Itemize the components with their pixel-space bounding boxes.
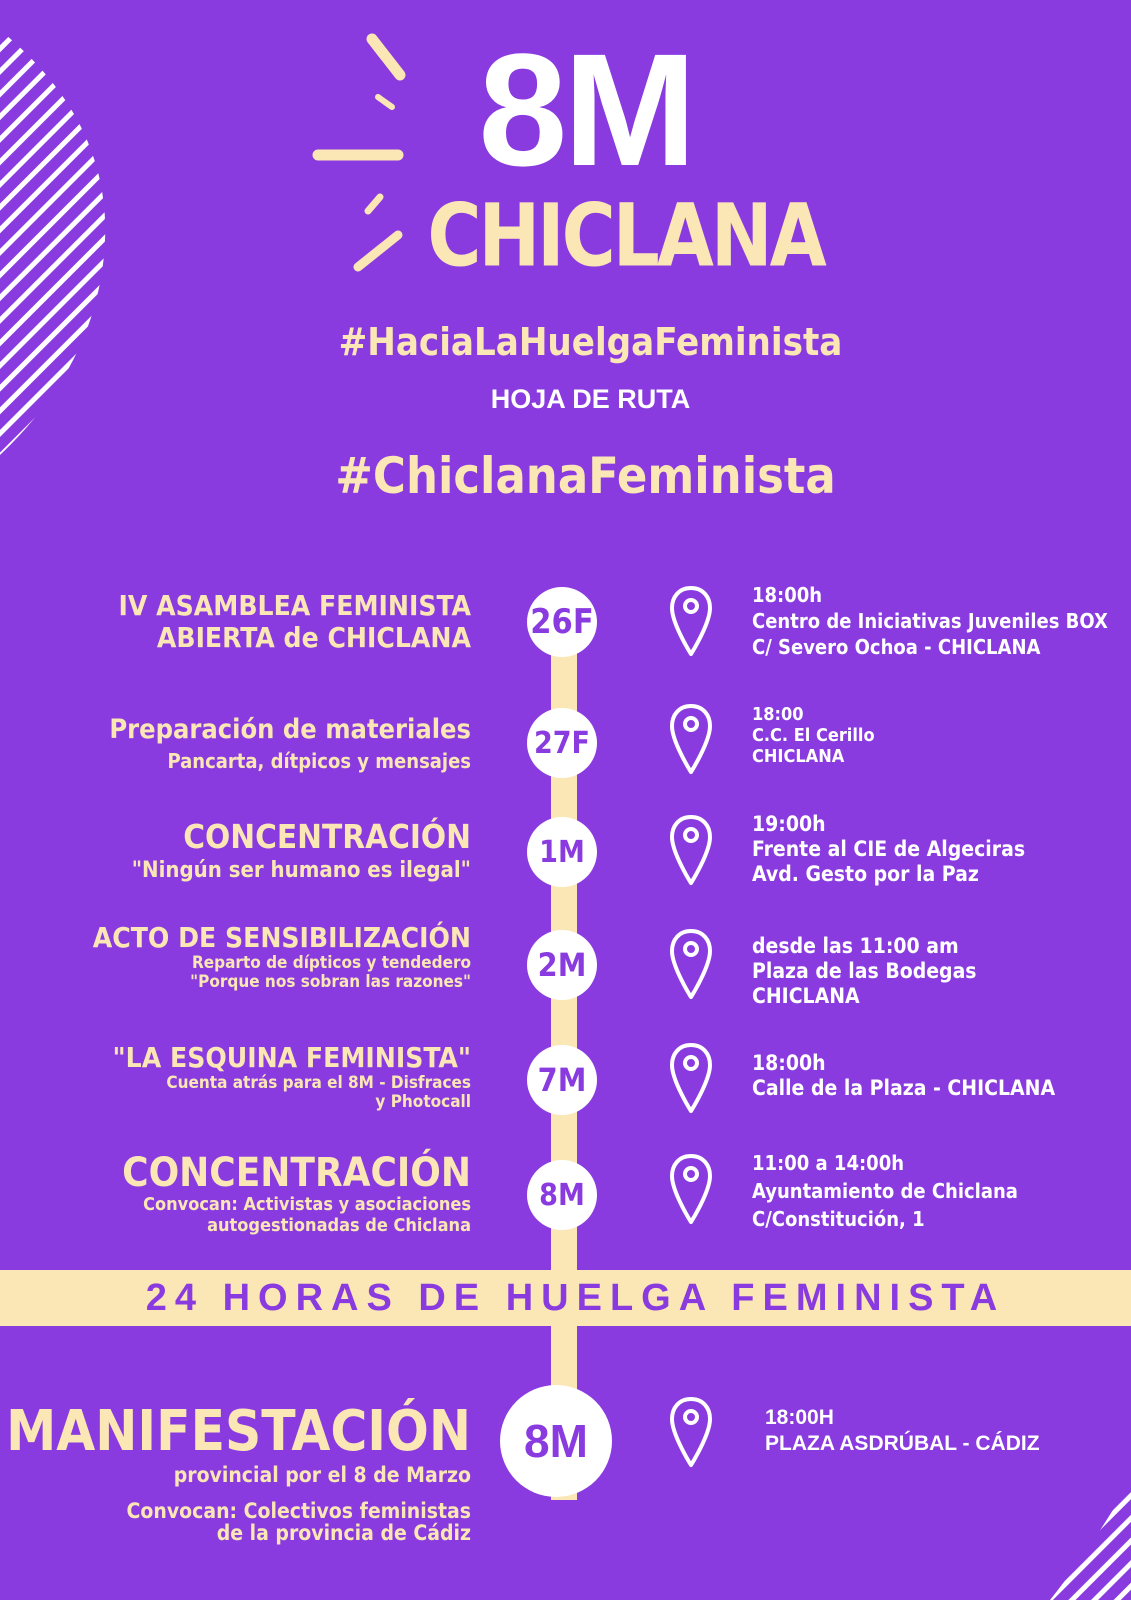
event-place-line: 18:00h — [752, 583, 823, 607]
date-label: 7M — [537, 1061, 587, 1099]
event-place-line: Ayuntamiento de Chiclana — [752, 1179, 1018, 1203]
date-circle — [527, 708, 597, 778]
event-description — [132, 818, 471, 886]
hashtag-huelga-feminista: #HaciaLaHuelgaFeminista — [338, 320, 843, 364]
final-event-organizers-1: Convocan: Colectivos feministas — [126, 1499, 471, 1523]
event-title: IV ASAMBLEA FEMINISTA — [118, 589, 471, 622]
stripes-decoration-bottom-right — [1030, 1480, 1131, 1600]
event-place-line: CHICLANA — [752, 984, 860, 1008]
event-place — [752, 1051, 1055, 1101]
event-place-line: Centro de Iniciativas Juveniles BOX — [752, 609, 1108, 633]
event-description — [109, 713, 471, 775]
event-place-line: desde las 11:00 am — [752, 934, 959, 958]
date-label: 8M — [539, 1177, 585, 1213]
event-place-line: CHICLANA — [752, 746, 845, 767]
event-place-line: Plaza de las Bodegas — [752, 959, 977, 983]
location-pin-icon — [668, 927, 714, 1005]
logo-8m: 8M — [478, 20, 693, 199]
date-circle — [527, 930, 597, 1000]
final-date-circle — [500, 1385, 612, 1497]
date-label: 26F — [530, 602, 594, 642]
final-event-place-line-1: 18:00H — [765, 1406, 834, 1429]
event-title: "LA ESQUINA FEMINISTA" — [112, 1041, 471, 1074]
final-event-place — [765, 1405, 1040, 1457]
event-place — [752, 582, 1108, 660]
location-pin-icon — [668, 1041, 714, 1119]
event-title: CONCENTRACIÓN — [183, 817, 471, 856]
location-pin-icon — [668, 1152, 714, 1230]
event-place — [752, 934, 977, 1009]
final-event-description — [6, 1399, 471, 1545]
event-description — [93, 922, 471, 992]
event-place-line: 19:00h — [752, 812, 826, 836]
final-event-place-line-2: PLAZA ASDRÚBAL - CÁDIZ — [765, 1432, 1040, 1455]
final-event-organizers-2: de la provincia de Cádiz — [216, 1521, 471, 1545]
event-title: Preparación de materiales — [109, 714, 471, 745]
date-label: 27F — [533, 725, 590, 761]
event-description — [118, 590, 471, 654]
date-circle — [527, 1045, 597, 1115]
strike-banner-text: 24 HORAS DE HUELGA FEMINISTA — [145, 1277, 1006, 1319]
event-place-line: 18:00h — [752, 1051, 826, 1075]
location-pin-icon — [668, 1395, 714, 1473]
event-place — [752, 704, 875, 767]
event-subtitle: Cuenta atrás para el 8M - Disfraces — [166, 1073, 471, 1093]
event-description — [122, 1152, 471, 1236]
event-place-line: C.C. El Cerillo — [752, 725, 875, 746]
event-subtitle: "Porque nos sobran las razones" — [190, 972, 471, 992]
event-subtitle: Convocan: Activistas y asociaciones — [143, 1194, 471, 1215]
event-subtitle: "Ningún ser humano es ilegal" — [131, 858, 471, 883]
event-place — [752, 1149, 1018, 1233]
event-place-line: 11:00 a 14:00h — [752, 1151, 905, 1175]
event-place-line: C/Constitución, 1 — [752, 1207, 925, 1231]
event-subtitle: Pancarta, dítpicos y mensajes — [167, 749, 471, 773]
event-place-line: Calle de la Plaza - CHICLANA — [752, 1076, 1056, 1100]
event-place-line: Avd. Gesto por la Paz — [752, 862, 979, 886]
event-place-line: Frente al CIE de Algeciras — [752, 837, 1026, 861]
route-title: HOJA DE RUTA — [490, 384, 691, 414]
event-title: CONCENTRACIÓN — [122, 1150, 471, 1196]
event-title: ACTO DE SENSIBILIZACIÓN — [92, 921, 471, 954]
event-subtitle: y Photocall — [375, 1092, 471, 1112]
event-place-line: C/ Severo Ochoa - CHICLANA — [752, 635, 1041, 659]
date-circle — [527, 1160, 597, 1230]
event-description — [113, 1042, 471, 1112]
location-pin-icon — [668, 702, 714, 780]
final-event-subtitle: provincial por el 8 de Marzo — [173, 1463, 471, 1487]
final-event-title: MANIFESTACIÓN — [6, 1399, 471, 1464]
event-place — [752, 812, 1025, 887]
final-date-label: 8M — [524, 1415, 588, 1467]
event-title: ABIERTA de CHICLANA — [156, 621, 471, 654]
date-label: 1M — [539, 834, 585, 870]
location-pin-icon — [668, 584, 714, 662]
event-place-line: 18:00 — [752, 704, 804, 725]
date-circle — [527, 587, 597, 657]
hashtag-chiclana-feminista: #ChiclanaFeminista — [335, 447, 836, 505]
location-pin-icon — [668, 813, 714, 891]
event-subtitle: Reparto de dípticos y tendedero — [191, 953, 471, 973]
date-label: 2M — [537, 946, 587, 984]
event-subtitle: autogestionadas de Chiclana — [207, 1215, 471, 1236]
date-circle — [527, 817, 597, 887]
logo-city-name: CHICLANA — [427, 186, 824, 287]
